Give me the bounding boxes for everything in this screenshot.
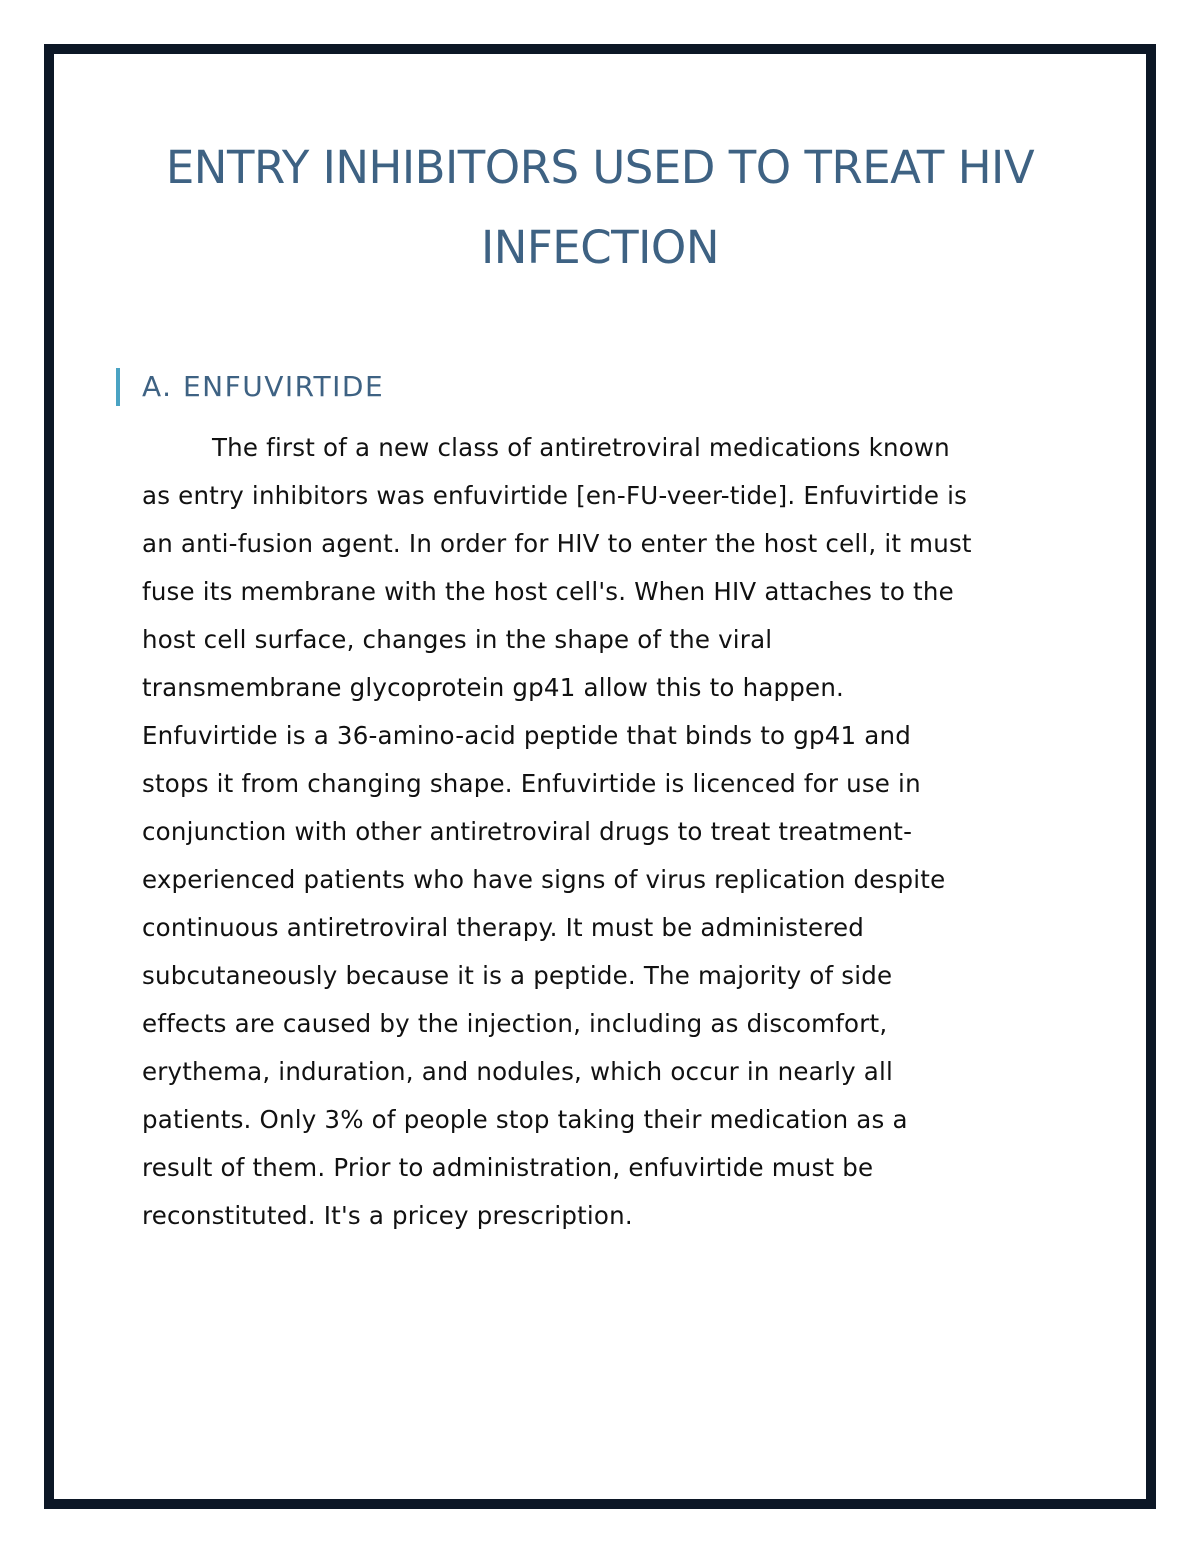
paragraph-line: as entry inhibitors was enfuvirtide [en-FU-veer-tide]. Enfuvirtide is	[142, 481, 968, 510]
paragraph-line: an anti-fusion agent. In order for HIV to enter the host cell, it must	[142, 529, 972, 558]
paragraph-line: experienced patients who have signs of virus replication despite	[142, 865, 946, 894]
paragraph-line: Enfuvirtide is a 36-amino-acid peptide that binds to gp41 and	[142, 721, 911, 750]
body-paragraph	[142, 424, 1082, 1240]
title-line-2: INFECTION	[480, 221, 719, 274]
paragraph-line: conjunction with other antiretroviral drugs to treat treatment-	[142, 817, 913, 846]
paragraph-line: subcutaneously because it is a peptide. The majority of side	[142, 961, 893, 990]
paragraph-line: host cell surface, changes in the shape of the viral	[142, 625, 773, 654]
paragraph-line: continuous antiretroviral therapy. It must be administered	[142, 913, 864, 942]
paragraph-line: patients. Only 3% of people stop taking their medication as a	[142, 1105, 908, 1134]
paragraph-line: fuse its membrane with the host cell's. When HIV attaches to the	[142, 577, 954, 606]
page-title	[100, 128, 1100, 288]
paragraph-line: stops it from changing shape. Enfuvirtide is licenced for use in	[142, 769, 921, 798]
paragraph-line: reconstituted. It's a pricey prescription.	[142, 1201, 633, 1230]
paragraph-line: The first of a new class of antiretroviral medications known	[212, 433, 950, 462]
section-heading: A. ENFUVIRTIDE	[116, 368, 384, 406]
paragraph-line: erythema, induration, and nodules, which occur in nearly all	[142, 1057, 894, 1086]
paragraph-line: result of them. Prior to administration, enfuvirtide must be	[142, 1153, 874, 1182]
paragraph-line: effects are caused by the injection, including as discomfort,	[142, 1009, 888, 1038]
paragraph-line: transmembrane glycoprotein gp41 allow this to happen.	[142, 673, 845, 702]
title-line-1: ENTRY INHIBITORS USED TO TREAT HIV	[165, 141, 1035, 194]
